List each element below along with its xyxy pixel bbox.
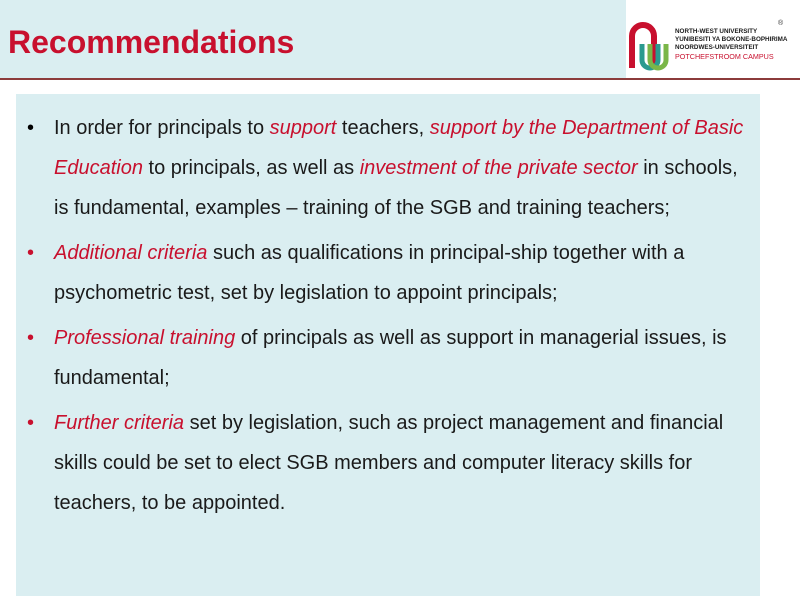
logo-wordmark: [675, 28, 787, 61]
emphasized-text: Further criteria: [54, 412, 185, 434]
bullet-dot-icon: •: [27, 412, 35, 434]
bullet-text: to principals, as well as: [142, 157, 360, 179]
bullet-item: [16, 233, 760, 313]
logo-campus: POTCHEFSTROOM CAMPUS: [675, 51, 774, 61]
bullet-item: [16, 403, 760, 523]
bullet-text: in schools, is fundamental, examples – training of the SGB and training teachers;: [54, 157, 738, 219]
bullet-dot-icon: •: [27, 327, 35, 349]
emphasized-text: Professional training: [54, 327, 236, 349]
registered-mark: ®: [778, 20, 784, 27]
bullet-dot-icon: •: [27, 242, 35, 264]
bullet-text: of principals as well as support in managerial issues, is fundamental;: [54, 327, 727, 389]
slide-title: Recommendations: [8, 24, 295, 60]
bullet-text: set by legislation, such as project management and financial skills could be set to elect SGB members and computer literacy skills for teachers, to be appointed.: [54, 412, 724, 514]
title-bar: [0, 0, 626, 78]
bullet-item: [16, 318, 760, 398]
nwu-logo-icon: [628, 8, 674, 76]
logo-line: NORTH-WEST UNIVERSITY: [675, 28, 758, 35]
emphasized-text: Additional criteria: [54, 242, 208, 264]
header-divider: [0, 78, 800, 80]
logo-line: YUNIBESITI YA BOKONE-BOPHIRIMA: [675, 36, 788, 44]
bullet-dot-icon: •: [27, 117, 35, 139]
logo-line: NOORDWES-UNIVERSITEIT: [675, 44, 759, 52]
bullet-item: [16, 108, 760, 228]
emphasized-text: support by the Department of Basic Education: [54, 117, 744, 179]
emphasized-text: investment of the private sector: [359, 157, 638, 179]
content-panel: [16, 94, 760, 596]
bullet-list: [16, 108, 760, 528]
bullet-text: such as qualifications in principal-ship together with a psychometric test, set by legislation to appoint principals;: [54, 242, 685, 304]
bullet-text: teachers,: [336, 117, 430, 139]
bullet-text: In order for principals to: [54, 117, 270, 139]
university-logo: [628, 8, 798, 76]
emphasized-text: support: [269, 117, 337, 139]
